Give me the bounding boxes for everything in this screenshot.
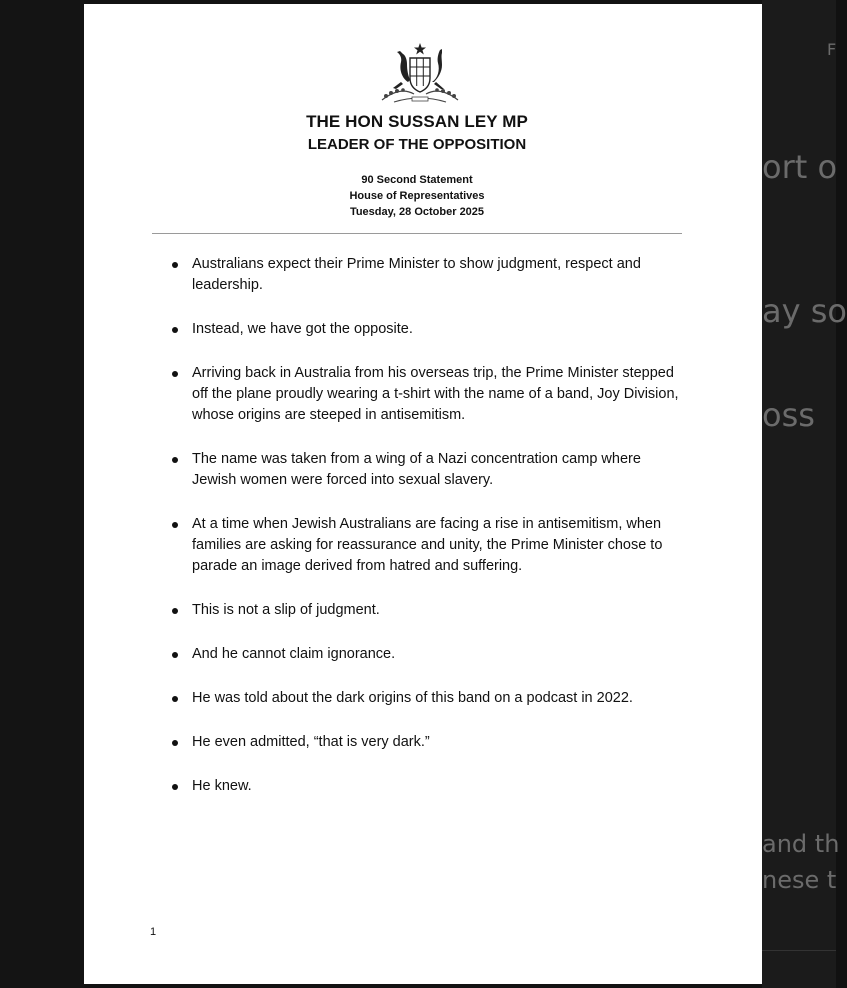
background-text-fragment: nese t xyxy=(762,866,837,894)
statement-type: 90 Second Statement xyxy=(361,174,473,186)
bullet-text: At a time when Jewish Australians are facing a rise in antisemitism, when families are asking for reassurance and unity, the Prime Minister chose to parade an image derived from hatred and suffering. xyxy=(192,516,663,574)
bullet-icon xyxy=(172,522,178,528)
statement-meta xyxy=(84,172,750,220)
bullet-text: Arriving back in Australia from his overseas trip, the Prime Minister stepped off the plane proudly wearing a t-shirt with the name of a band, Joy Division, whose origins are steeped in antisemitism. xyxy=(192,365,679,423)
bullet-icon xyxy=(172,262,178,268)
list-item xyxy=(166,732,686,753)
list-item xyxy=(166,319,686,340)
list-item xyxy=(166,254,686,296)
bullet-icon xyxy=(172,696,178,702)
bullet-text: He was told about the dark origins of this band on a podcast in 2022. xyxy=(192,690,633,706)
background-page xyxy=(762,0,847,988)
page-number: 1 xyxy=(150,926,157,938)
bullet-text: The name was taken from a wing of a Nazi concentration camp where Jewish women were forced into sexual slavery. xyxy=(192,451,641,488)
bullet-icon xyxy=(172,327,178,333)
bullet-text: He knew. xyxy=(192,778,252,794)
bullet-icon xyxy=(172,784,178,790)
background-text-fragment: and th xyxy=(762,830,840,858)
list-item xyxy=(166,363,686,426)
header-divider xyxy=(152,233,682,234)
background-text-fragment: ay so xyxy=(762,292,847,330)
bullet-text: Instead, we have got the opposite. xyxy=(192,321,413,337)
bullet-text: Australians expect their Prime Minister to show judgment, respect and leadership. xyxy=(192,256,641,293)
list-item xyxy=(166,514,686,577)
document-page xyxy=(84,4,762,984)
viewer-margin-left xyxy=(0,0,84,988)
bullet-icon xyxy=(172,740,178,746)
australian-coat-of-arms-icon xyxy=(374,42,466,108)
bullet-text: This is not a slip of judgment. xyxy=(192,602,380,618)
background-text-fragment: oss xyxy=(762,396,815,434)
statement-date: Tuesday, 28 October 2025 xyxy=(349,206,485,218)
member-title: LEADER OF THE OPPOSITION xyxy=(307,136,527,153)
member-name: THE HON SUSSAN LEY MP xyxy=(306,112,528,131)
list-item xyxy=(166,776,686,797)
bullet-icon xyxy=(172,608,178,614)
bullet-text: He even admitted, “that is very dark.” xyxy=(192,734,430,750)
bullet-icon xyxy=(172,457,178,463)
background-text-fragment: F xyxy=(827,40,837,59)
bullet-icon xyxy=(172,371,178,377)
statement-bullets xyxy=(166,254,686,820)
list-item xyxy=(166,600,686,621)
statement-venue: House of Representatives xyxy=(349,190,485,202)
list-item xyxy=(166,644,686,665)
list-item xyxy=(166,449,686,491)
bullet-text: And he cannot claim ignorance. xyxy=(192,646,396,662)
list-item xyxy=(166,688,686,709)
background-divider xyxy=(762,950,836,951)
background-text-fragment: ort o xyxy=(762,148,838,186)
bullet-icon xyxy=(172,652,178,658)
